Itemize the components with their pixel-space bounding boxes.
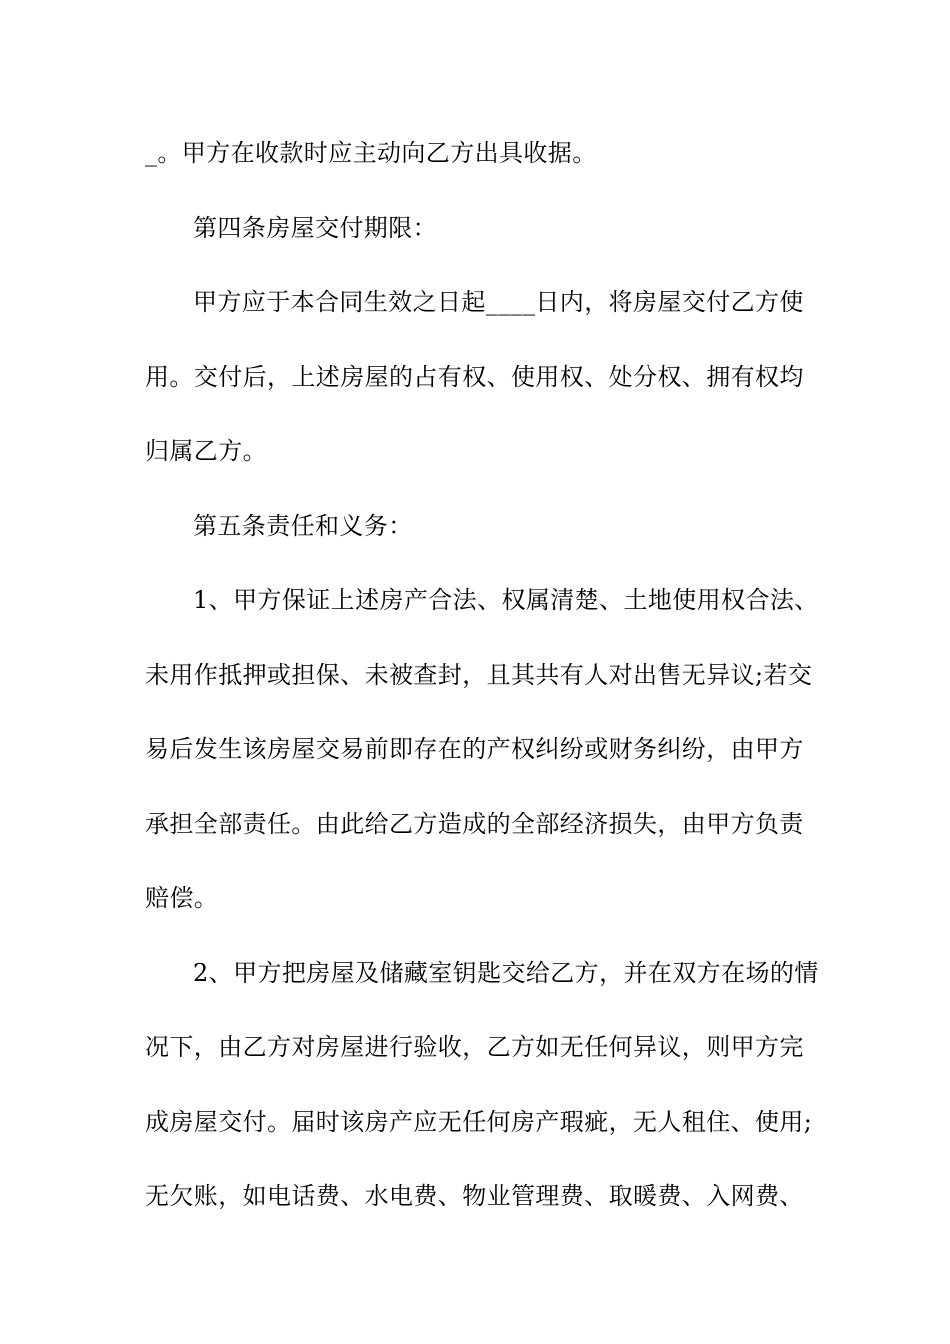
text-line-12: 2、甲方把房屋及储藏室钥匙交给乙方，并在双方在场的情	[193, 959, 819, 987]
text-line-4: 用。交付后，上述房屋的占有权、使用权、处分权、拥有权均	[145, 363, 804, 391]
text-line-1: _。甲方在收款时应主动向乙方出具收据。	[145, 139, 597, 167]
text-line-7: 1、甲方保证上述房产合法、权属清楚、土地使用权合法、	[193, 586, 819, 614]
section-heading-5: 第五条责任和义务：	[193, 512, 413, 540]
text-line-3: 甲方应于本合同生效之日起____日内，将房屋交付乙方使	[193, 288, 804, 316]
text-line-5: 归属乙方。	[145, 437, 267, 465]
section-heading-4: 第四条房屋交付期限：	[193, 214, 437, 242]
text-line-15: 无欠账，如电话费、水电费、物业管理费、取暖费、入网费、	[145, 1182, 804, 1210]
text-line-14: 成房屋交付。届时该房产应无任何房产瑕疵，无人租住、使用;	[145, 1108, 813, 1136]
text-line-8: 未用作抵押或担保、未被查封，且其共有人对出售无异议;若交	[145, 661, 813, 689]
text-line-10: 承担全部责任。由此给乙方造成的全部经济损失，由甲方负责	[145, 810, 804, 838]
text-line-13: 况下，由乙方对房屋进行验收，乙方如无任何异议，则甲方完	[145, 1033, 804, 1061]
text-line-9: 易后发生该房屋交易前即存在的产权纠纷或财务纠纷，由甲方	[145, 735, 804, 763]
text-line-11: 赔偿。	[145, 884, 219, 912]
